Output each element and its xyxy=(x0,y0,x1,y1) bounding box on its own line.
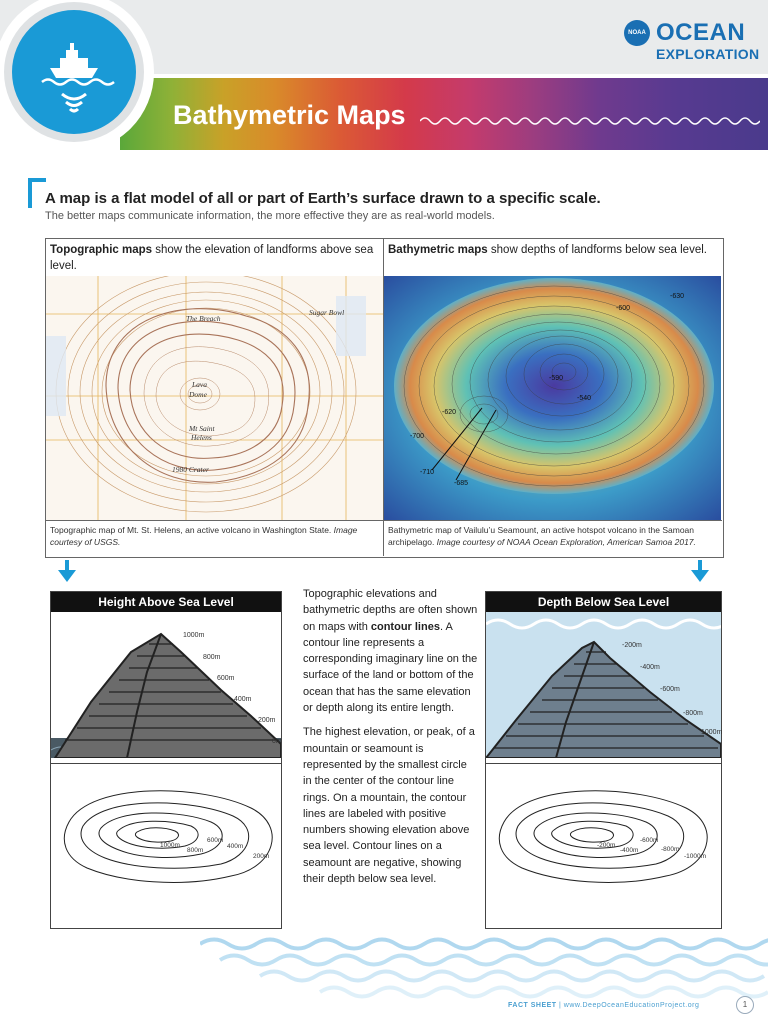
noaa-badge-icon: NOAA xyxy=(624,20,650,46)
topo-title: Topographic maps show the elevation of landforms above sea level. xyxy=(50,244,374,272)
body-paragraph-1: Topographic elevations and bathymetric depths are often shown on maps with contour lines. A contour line represents a corresponding imaginary line on the surface of the land or bottom of the ocean that has the same elevation or depth along its entire length. xyxy=(303,588,478,715)
label-the-breach: The Breach xyxy=(186,314,221,323)
mountain-diagram xyxy=(51,612,281,758)
depth-panel-title: Depth Below Sea Level xyxy=(486,592,721,612)
ring-label-neg800: -800m xyxy=(661,846,680,853)
ring-label-neg200: -200m xyxy=(597,842,616,849)
label-lava: Lava xyxy=(192,380,207,389)
ring-label-neg1000: -1000m xyxy=(684,853,707,860)
height-label-400: 400m xyxy=(234,696,252,703)
brand-line-1: OCEAN xyxy=(656,19,746,46)
height-label-800: 800m xyxy=(203,654,221,661)
body-paragraph-2: The highest elevation, or peak, of a mountain or seamount is represented by the smallest circle in the center of the contour line rings. On a mountain, the contour lines are labeled with positive numbers showing elevation above sea level. Contour lines on a seamount are negative, showing their depth below sea level. xyxy=(303,726,475,886)
height-label-1000: 1000m xyxy=(183,632,205,639)
ring-label-neg600: -600m xyxy=(640,837,659,844)
label-1980-crater: 1980 Crater xyxy=(172,465,209,474)
height-panel xyxy=(50,591,282,929)
bathy-label-590: -590 xyxy=(549,375,564,382)
label-helens: Helens xyxy=(191,433,212,442)
heading-bracket xyxy=(28,178,46,208)
height-label-200: 200m xyxy=(258,717,276,724)
page-number: 1 xyxy=(736,996,754,1014)
bathy-label-700: -700 xyxy=(410,433,425,440)
ring-label-400: 400m xyxy=(227,843,244,850)
wave-line xyxy=(420,114,760,128)
bathy-caption: Bathymetric map of Vailulu’u Seamount, an active hotspot volcano in the Samoan archipelago. Image courtesy of NOAA Ocean Exploration, American Samoa 2017. xyxy=(388,525,696,547)
ring-label-200: 200m xyxy=(253,853,270,860)
topo-caption: Topographic map of Mt. St. Helens, an active volcano in Washington State. Image courtesy of USGS. xyxy=(50,525,358,547)
footer-url[interactable]: www.DeepOceanEducationProject.org xyxy=(563,1002,700,1009)
bathy-label-630: -630 xyxy=(670,293,685,300)
intro-heading: A map is a flat model of all or part of Earth’s surface drawn to a specific scale. xyxy=(45,190,601,207)
height-label-600: 600m xyxy=(217,675,235,682)
caption-rule-right xyxy=(384,520,722,521)
topographic-map xyxy=(46,276,383,520)
ocean-exploration-logo xyxy=(624,20,759,62)
bathy-label-620: -620 xyxy=(442,409,457,416)
caption-rule-left xyxy=(45,520,383,521)
height-label-0: 0m xyxy=(272,738,282,745)
page-title: Bathymetric Maps xyxy=(173,100,406,130)
bathy-label-600: -600 xyxy=(616,305,631,312)
ship-sonar-icon xyxy=(12,10,136,134)
decorative-waves xyxy=(200,934,768,1004)
label-sugar-bowl: Sugar Bowl xyxy=(309,308,345,317)
bathy-title: Bathymetric maps show depths of landforms below sea level. xyxy=(388,244,707,256)
body-text xyxy=(303,586,478,895)
ring-label-600: 600m xyxy=(207,837,224,844)
footer-text: FACT SHEET | www.DeepOceanEducationProject.org xyxy=(508,1002,700,1009)
seamount-diagram xyxy=(486,612,721,758)
bathymetric-map xyxy=(384,276,721,520)
depth-label-600: -600m xyxy=(660,686,680,693)
label-mt-saint: Mt Saint xyxy=(189,424,215,433)
bathy-label-685: -685 xyxy=(454,480,469,487)
ring-label-neg400: -400m xyxy=(620,847,639,854)
arrow-down-icon xyxy=(57,560,77,584)
bathy-label-710: -710 xyxy=(420,469,435,476)
height-panel-title: Height Above Sea Level xyxy=(51,592,281,612)
intro-subheading: The better maps communicate information, the more effective they are as real-world models. xyxy=(45,210,495,222)
depth-label-400: -400m xyxy=(640,664,660,671)
ring-label-1000: 1000m xyxy=(160,842,180,849)
arrow-down-icon xyxy=(690,560,710,584)
brand-line-2: EXPLORATION xyxy=(656,46,760,62)
bathy-label-540: -540 xyxy=(577,395,592,402)
depth-label-800: -800m xyxy=(683,710,703,717)
ring-label-800: 800m xyxy=(187,847,204,854)
depth-label-1000: 1000m xyxy=(701,729,723,736)
depth-panel xyxy=(485,591,722,929)
depth-label-200: -200m xyxy=(622,642,642,649)
label-dome: Dome xyxy=(189,390,207,399)
